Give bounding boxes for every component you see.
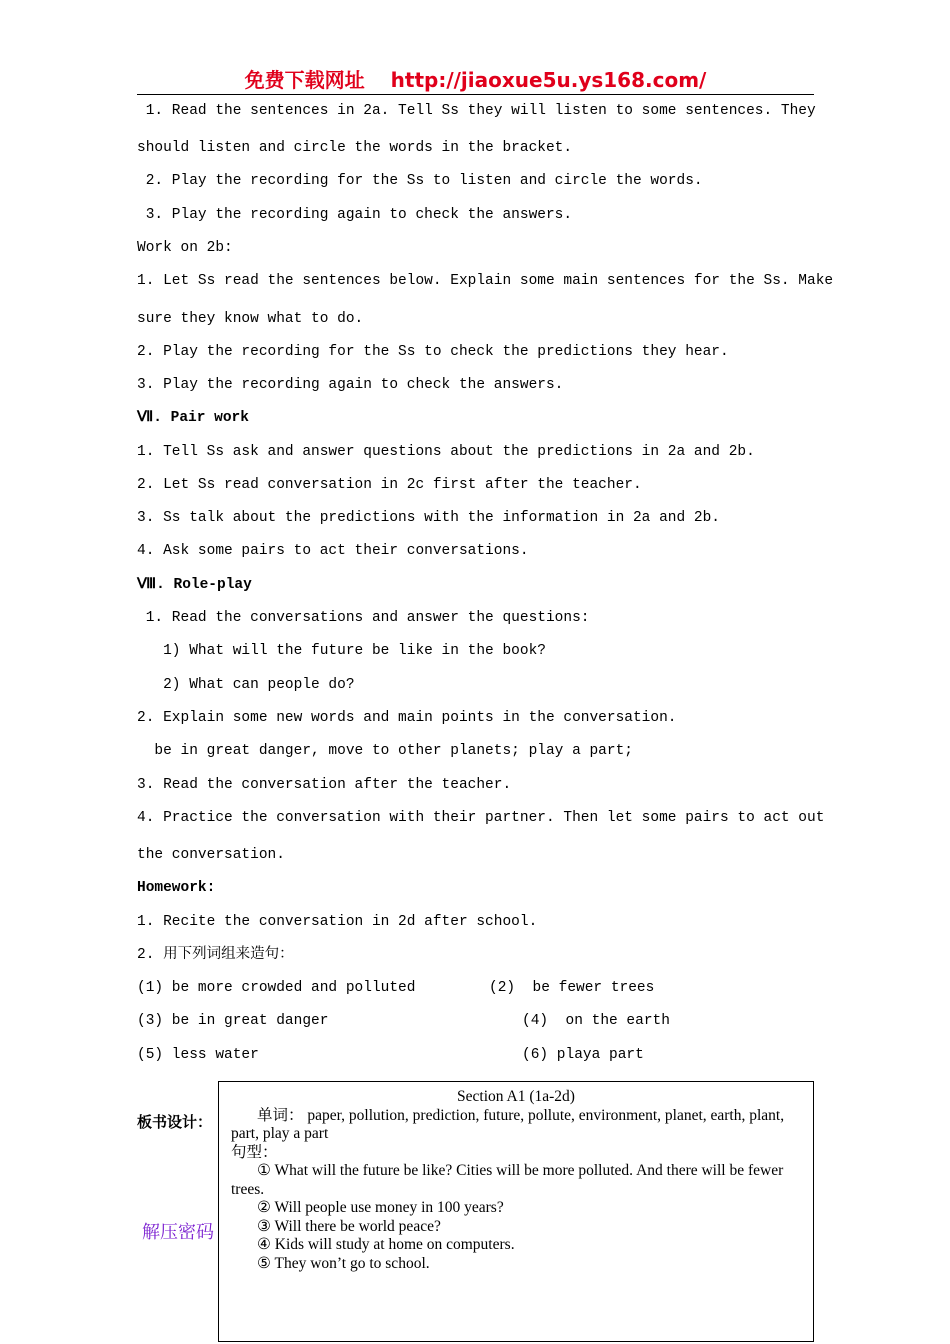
password-label: 解压密码 — [142, 1222, 214, 1243]
board-sentence: ③ Will there be world peace? — [257, 1217, 441, 1235]
board-title: Section A1 (1a-2d) — [457, 1088, 575, 1105]
section-heading-homework: Homework: — [137, 880, 216, 896]
text-line: the conversation. — [137, 847, 285, 863]
phrase-item: (2) be fewer trees — [489, 980, 655, 996]
text-line: 1. Recite the conversation in 2d after school. — [137, 914, 538, 930]
phrase-item: (3) be in great danger — [137, 1013, 329, 1029]
text-line: 2. Play the recording for the Ss to listen and circle the words. — [137, 173, 703, 189]
header-url-link[interactable]: http://jiaoxue5u.ys168.com/ — [390, 68, 707, 92]
text-line: 1. Let Ss read the sentences below. Explain some main sentences for the Ss. Make — [137, 273, 834, 289]
text-line: sure they know what to do. — [137, 311, 364, 327]
phrase-item: (6) playa part — [522, 1047, 644, 1063]
header-site-name: 免费下载网址 — [244, 68, 365, 92]
text-line: 1) What will the future be like in the book? — [137, 643, 546, 659]
text-line: be in great danger, move to other planets; play a part; — [137, 743, 633, 759]
board-sentence: ⑤ They won’t go to school. — [257, 1254, 430, 1272]
text-line: 2. Play the recording for the Ss to check the predictions they hear. — [137, 344, 729, 360]
text-line: 1. Tell Ss ask and answer questions about the predictions in 2a and 2b. — [137, 444, 755, 460]
phrase-item: (4) on the earth — [522, 1013, 670, 1029]
text-line: Work on 2b: — [137, 240, 233, 256]
text-line: 1. Read the sentences in 2a. Tell Ss they will listen to some sentences. They — [137, 103, 816, 119]
text-line: 4. Practice the conversation with their partner. Then let some pairs to act out — [137, 810, 825, 826]
text-line: 4. Ask some pairs to act their conversations. — [137, 543, 529, 559]
text-line: 3. Play the recording again to check the answers. — [137, 207, 573, 223]
section-heading-role-play: Ⅷ. Role-play — [137, 577, 252, 593]
board-design-box — [218, 1081, 814, 1342]
page-header — [137, 66, 814, 95]
board-sentence: ① What will the future be like? Cities will be more polluted. And there will be fewer trees. — [231, 1162, 784, 1198]
text-line: 2. Explain some new words and main points in the conversation. — [137, 710, 677, 726]
phrase-item: (1) be more crowded and polluted — [137, 980, 416, 996]
section-heading-pair-work: Ⅶ. Pair work — [137, 410, 249, 426]
phrase-item: (5) less water — [137, 1047, 259, 1063]
text-line: 2) What can people do? — [137, 677, 355, 693]
text-line: 3. Play the recording again to check the answers. — [137, 377, 564, 393]
text-line: 2. 用下列词组来造句： — [137, 947, 294, 963]
text-line: 3. Ss talk about the predictions with the information in 2a and 2b. — [137, 510, 720, 526]
text-line: should listen and circle the words in the bracket. — [137, 140, 573, 156]
board-design-label: 板书设计： — [137, 1113, 213, 1131]
board-vocabulary: 单词： paper, pollution, prediction, future, pollute, environment, planet, earth, plant, part, play a part — [231, 1106, 785, 1142]
board-sentence: ② Will people use money in 100 years? — [257, 1199, 504, 1216]
board-sentence: ④ Kids will study at home on computers. — [257, 1236, 515, 1253]
board-pattern-label: 句型： — [231, 1143, 278, 1161]
text-line: 3. Read the conversation after the teacher. — [137, 777, 512, 793]
text-line: 1. Read the conversations and answer the questions: — [137, 610, 590, 626]
text-line: 2. Let Ss read conversation in 2c first after the teacher. — [137, 477, 642, 493]
